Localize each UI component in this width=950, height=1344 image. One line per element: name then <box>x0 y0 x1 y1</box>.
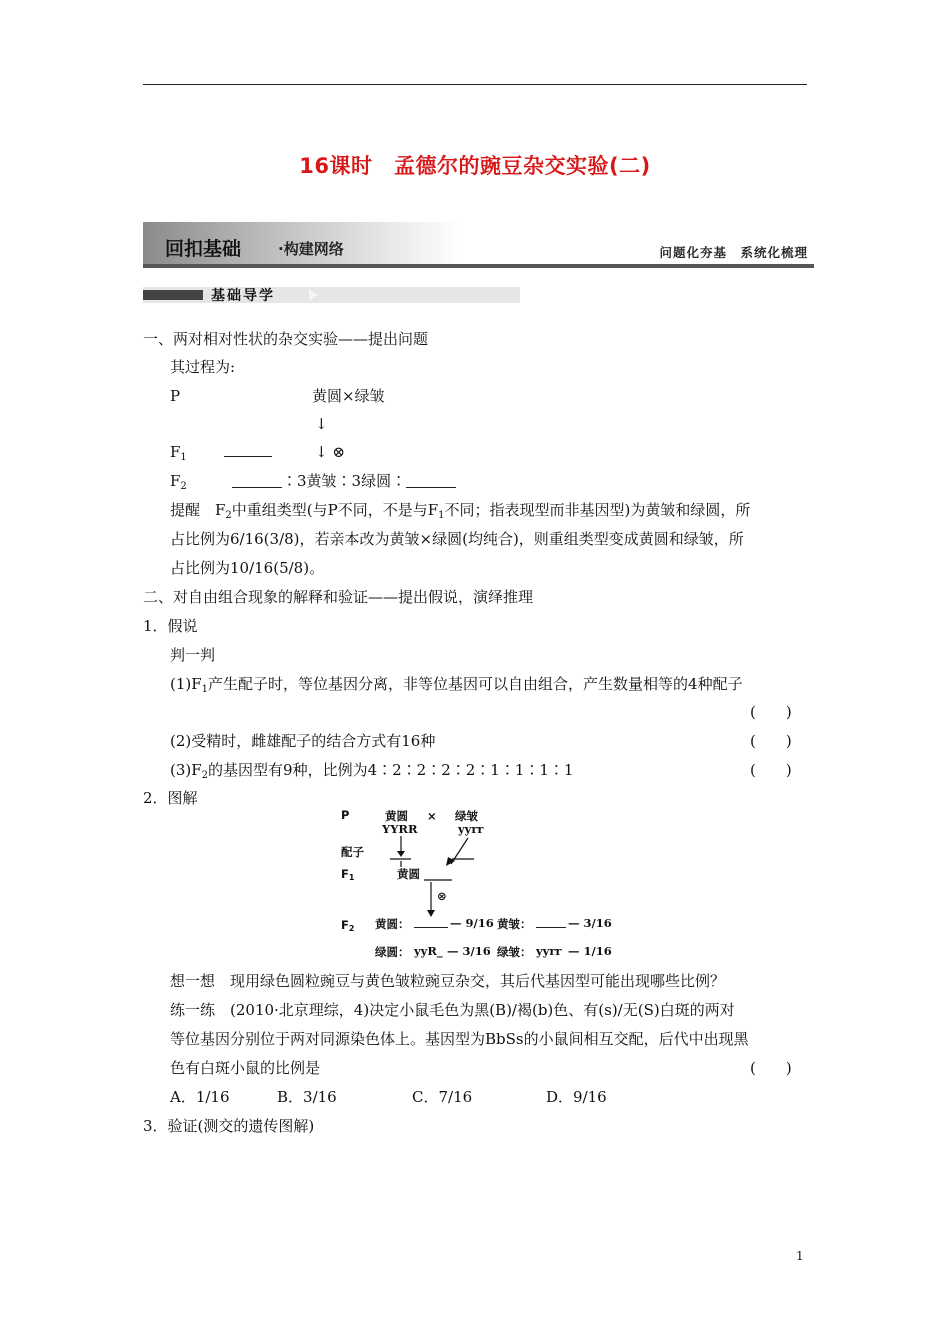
page-title: 16课时 孟德尔的豌豆杂交实验(二) <box>299 154 651 178</box>
judge-label: 判一判 <box>170 646 216 664</box>
tip-line-3: 占比例为10/16(5/8)。 <box>170 559 325 577</box>
practice-line-1: 练一练 (2010·北京理综，4)决定小鼠毛色为黑(B)/褐(b)色、有(s)/无(S)白斑的两对 <box>170 1001 735 1019</box>
hypothesis-heading: 1．假说 <box>143 617 198 635</box>
section-2-heading: 二、对自由组合现象的解释和验证——提出假说，演绎推理 <box>143 588 534 606</box>
diagram-f2-label: F2 <box>341 918 355 933</box>
think-question: 想一想 现用绿色圆粒豌豆与黄色皱粒豌豆杂交，其后代基因型可能出现哪些比例？ <box>170 972 726 990</box>
diagram-f1-phenotype: 黄圆 <box>397 867 420 881</box>
f2-label: $F_2$ <box>170 472 187 492</box>
diagram-f1-label: F1 <box>341 867 355 882</box>
diagram-green-wrinkled: 绿皱 <box>455 809 478 823</box>
diagram-r1-yellow-wrinkled: 黄皱： <box>497 917 532 931</box>
answer-paren-practice[interactable]: ( ) <box>750 1059 792 1077</box>
tip-line-1: 提醒 $F_2$中重组类型(与P不同，不是与$F_1$不同；指表现型而非基因型)为黄皱和绿圆，所 <box>170 501 751 521</box>
tip-line-2: 占比例为6/16(3/8)，若亲本改为黄皱×绿圆(均纯合)，则重组类型变成黄圆和绿皱，所 <box>170 530 744 548</box>
banner-main-title: 回扣基础 <box>165 238 242 260</box>
page-number: 1 <box>796 1249 804 1263</box>
option-c[interactable]: C．7/16 <box>412 1088 473 1106</box>
diagram-r1-yellow-round-ratio: — 9/16 <box>450 916 494 930</box>
section-label: 基础导学 <box>211 288 275 304</box>
diagram-yyrr-recessive: yyrr <box>458 822 484 836</box>
diagram-yyrr-dominant: YYRR <box>382 822 418 836</box>
diagram-r2-green-wrinkled: 绿皱： <box>497 945 532 959</box>
p-cross: 黄圆×绿皱 <box>312 387 385 405</box>
process-intro: 其过程为: <box>170 358 236 376</box>
diagram-arrow-right <box>451 838 468 864</box>
diagram-r2-green-round: 绿圆： <box>375 945 410 959</box>
diagram-arrowhead-f2 <box>427 910 435 917</box>
diagram-r2-green-wrinkled-genotype: yyrr <box>536 944 562 958</box>
option-a[interactable]: A．1/16 <box>170 1088 230 1106</box>
diagram-arrowhead-right <box>446 857 455 866</box>
f1-self-arrow: ↓ ⊗ <box>315 443 345 461</box>
question-2: (2)受精时，雌雄配子的结合方式有16种 <box>170 732 436 750</box>
diagram-r1-yellow-wrinkled-ratio: — 3/16 <box>568 916 612 930</box>
diagram-yellow-round: 黄圆 <box>385 809 408 823</box>
option-d[interactable]: D．9/16 <box>546 1088 607 1106</box>
answer-paren-2[interactable]: ( ) <box>750 732 792 750</box>
answer-paren-3[interactable]: ( ) <box>750 761 792 779</box>
section-1-heading: 一、两对相对性状的杂交实验——提出问题 <box>143 330 429 348</box>
diagram-r2-green-wrinkled-ratio: — 1/16 <box>568 944 612 958</box>
diagram-r2-green-round-ratio: — 3/16 <box>447 944 491 958</box>
practice-line-2: 等位基因分别位于两对同源染色体上。基因型为BbSs的小鼠间相互交配，后代中出现黑 <box>170 1030 749 1048</box>
diagram-r2-green-round-genotype: yyR_ <box>414 944 443 958</box>
question-3: $(3)F_2$的基因型有9种，比例为4∶2∶2∶2∶2∶1∶1∶1∶1 <box>170 761 574 781</box>
answer-paren-1[interactable]: ( ) <box>750 703 792 721</box>
diagram-p: P <box>341 808 350 822</box>
banner-right-text: 问题化夯基 系统化梳理 <box>659 245 808 260</box>
diagram-arrowhead-left <box>397 851 405 857</box>
diagram-cross: × <box>427 809 437 823</box>
diagram-gamete-label: 配子 <box>341 845 364 859</box>
verification-heading: 3．验证(测交的遗传图解) <box>143 1117 315 1135</box>
diagram-r1-yellow-round: 黄圆： <box>375 917 410 931</box>
practice-line-3: 色有白斑小鼠的比例是 <box>170 1059 321 1077</box>
diagram-self-icon: ⊗ <box>437 889 447 903</box>
p-label: P <box>170 387 181 405</box>
option-b[interactable]: B．3/16 <box>277 1088 337 1106</box>
f2-ratio-line: ∶3黄皱∶3绿圆∶ <box>232 471 456 491</box>
question-1: $(1)F_1$产生配子时，等位基因分离，非等位基因可以自由组合，产生数量相等的4种配子 <box>170 675 743 695</box>
f1-label: $F_1$ <box>170 443 187 463</box>
diagram-heading: 2．图解 <box>143 789 198 807</box>
banner-subtitle: ·构建网络 <box>278 240 344 258</box>
down-arrow-icon: ↓ <box>315 415 328 433</box>
